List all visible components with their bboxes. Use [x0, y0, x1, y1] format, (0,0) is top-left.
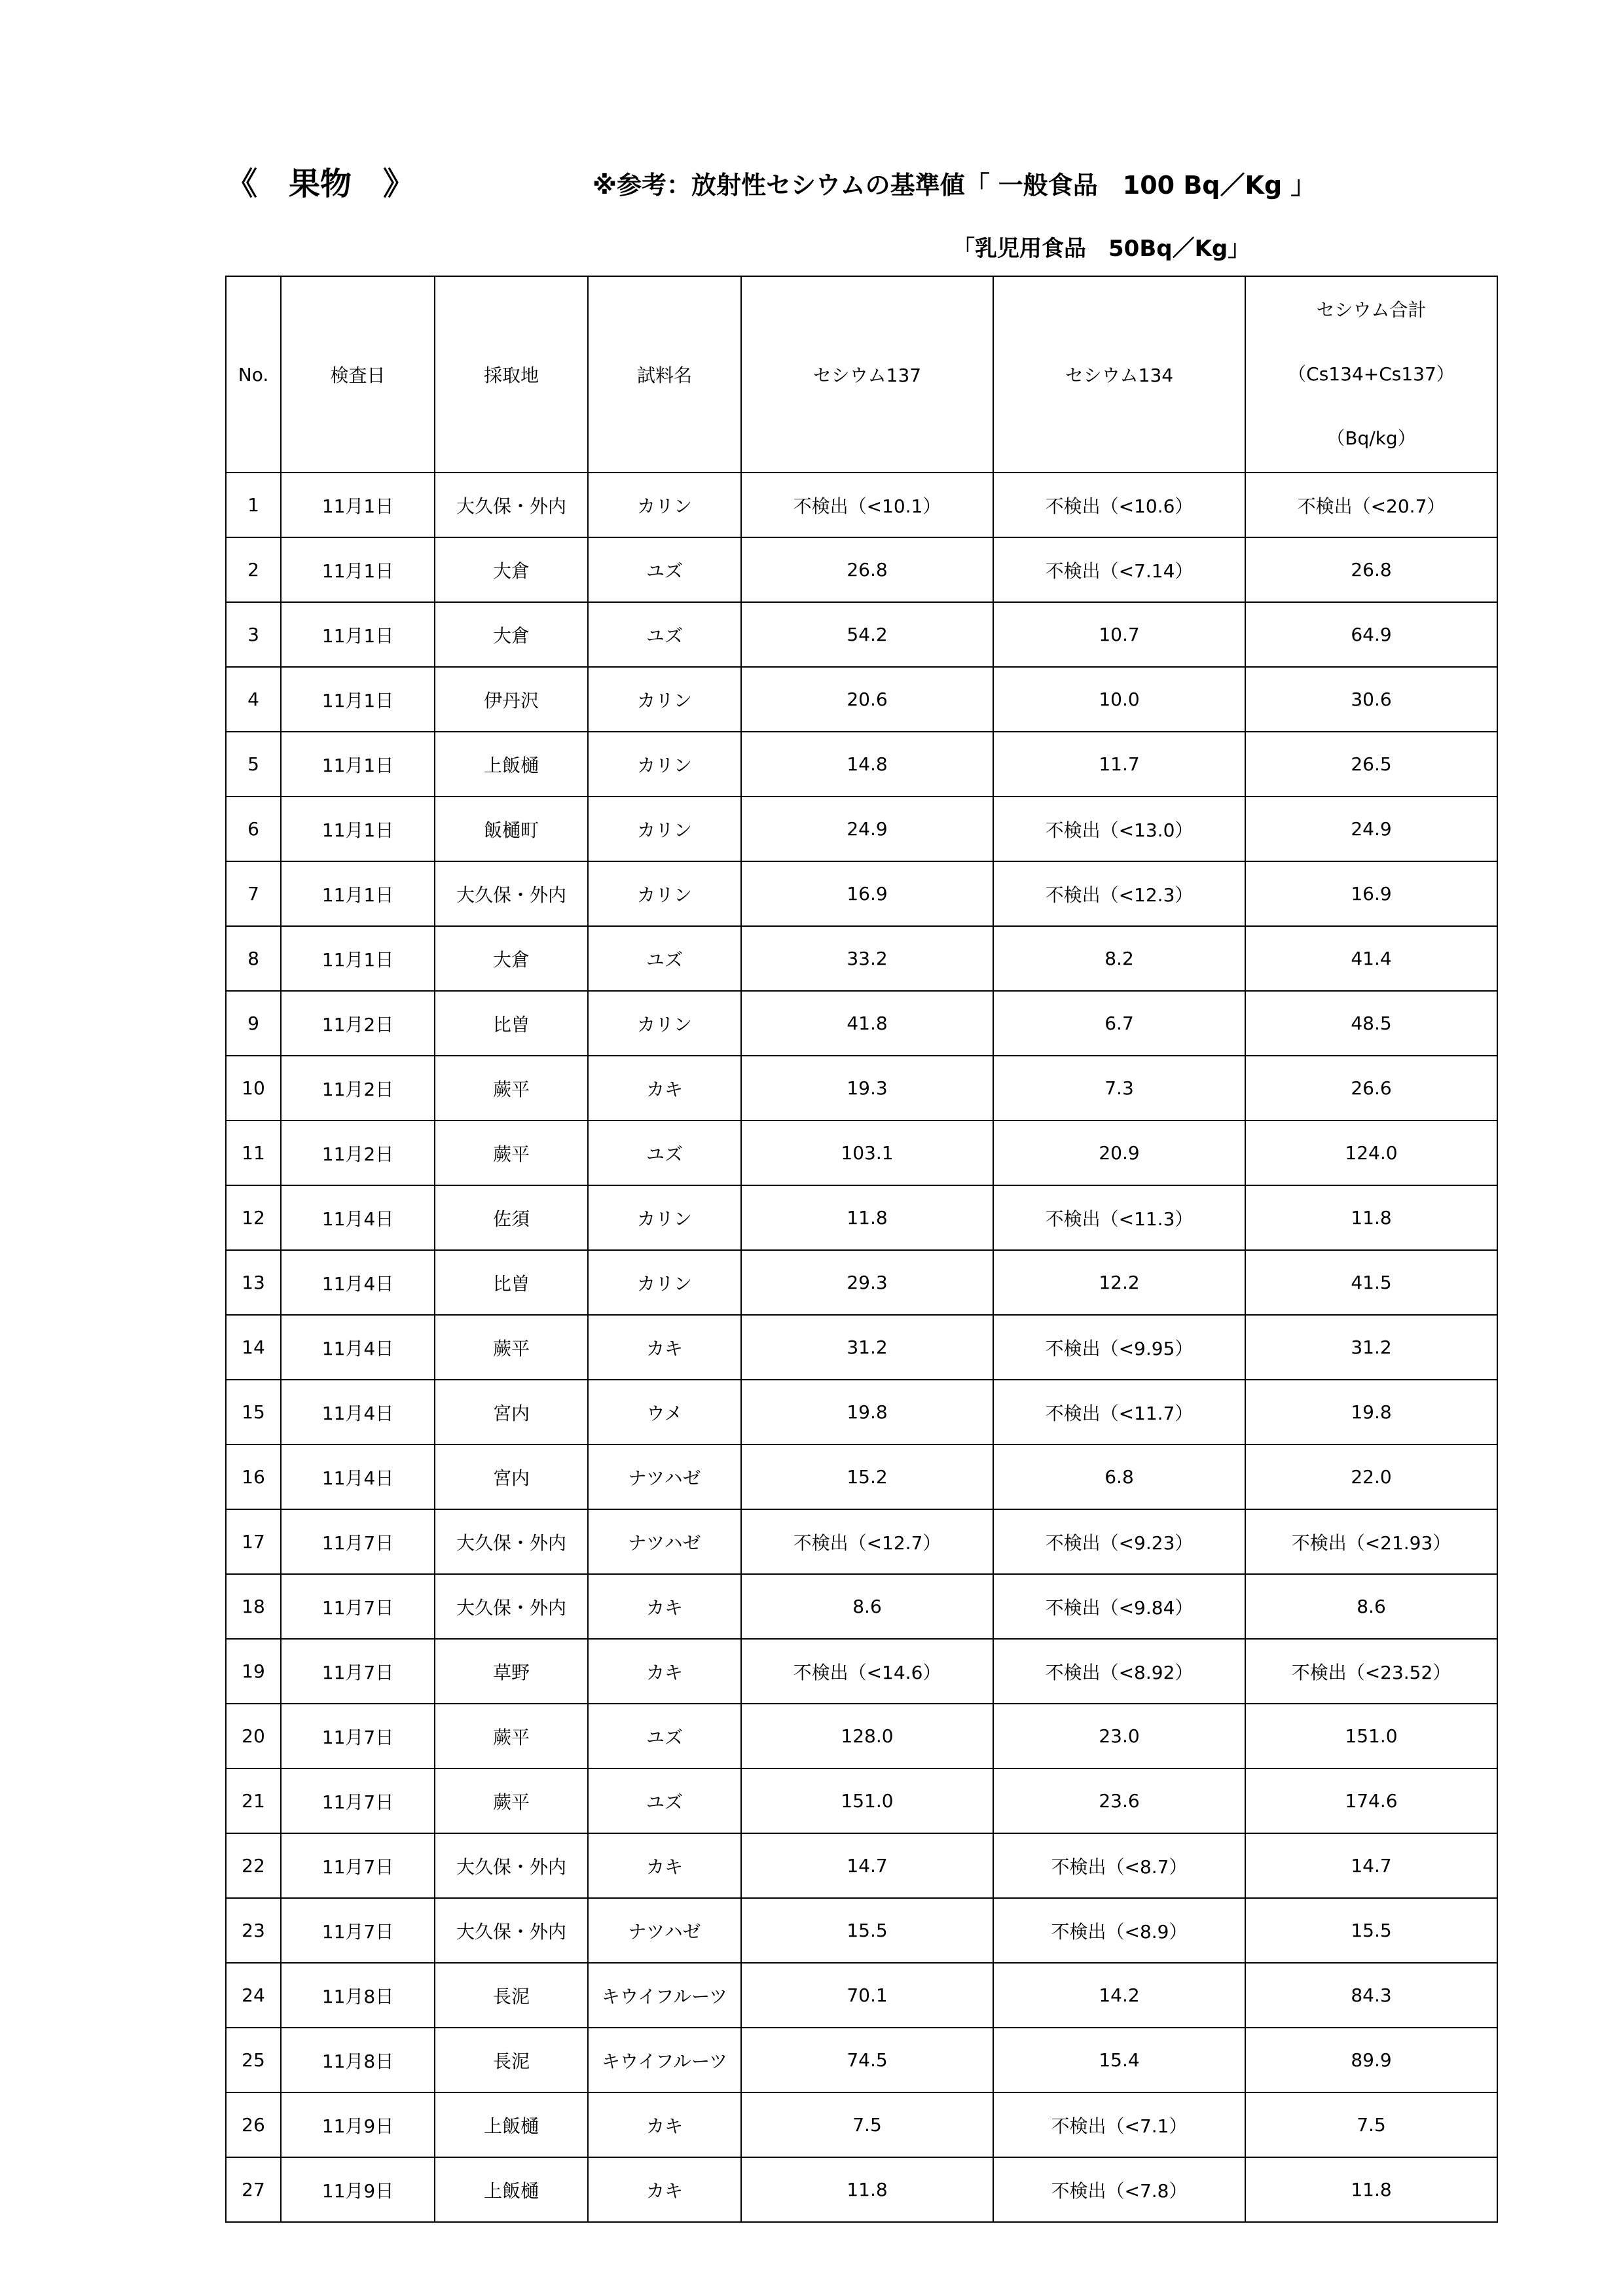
cell-cs137: 15.2 [741, 1444, 993, 1509]
cell-date: 11月9日 [281, 2157, 435, 2222]
cell-date: 11月7日 [281, 1509, 435, 1574]
table-row [226, 2028, 1497, 2092]
cell-no: 9 [226, 991, 281, 1056]
cell-cs134: 15.4 [993, 2028, 1245, 2092]
cell-cs137: 26.8 [741, 537, 993, 602]
cell-date: 11月7日 [281, 1574, 435, 1639]
cell-cs137: 不検出（<12.7） [741, 1509, 993, 1574]
cell-total: 16.9 [1245, 861, 1497, 926]
cell-no: 19 [226, 1639, 281, 1704]
cell-no: 26 [226, 2092, 281, 2157]
cell-no: 27 [226, 2157, 281, 2222]
header-cs134: セシウム134 [993, 276, 1245, 473]
cell-no: 22 [226, 1833, 281, 1898]
cell-place: 蕨平 [435, 1704, 588, 1768]
cell-total: 14.7 [1245, 1833, 1497, 1898]
table-row [226, 1315, 1497, 1380]
cell-total: 26.8 [1245, 537, 1497, 602]
cell-cs137: 54.2 [741, 602, 993, 667]
cell-cs134: 10.7 [993, 602, 1245, 667]
cell-cs137: 151.0 [741, 1768, 993, 1833]
cell-cs134: 14.2 [993, 1963, 1245, 2028]
cell-total: 151.0 [1245, 1704, 1497, 1768]
cell-date: 11月7日 [281, 1898, 435, 1963]
cell-date: 11月4日 [281, 1315, 435, 1380]
cell-no: 10 [226, 1056, 281, 1121]
cell-cs134: 11.7 [993, 732, 1245, 797]
cell-place: 宮内 [435, 1444, 588, 1509]
cell-cs137: 24.9 [741, 797, 993, 861]
cell-cs137: 7.5 [741, 2092, 993, 2157]
cell-cs134: 不検出（<7.8） [993, 2157, 1245, 2222]
cell-no: 8 [226, 926, 281, 991]
cell-cs134: 20.9 [993, 1121, 1245, 1185]
cell-place: 草野 [435, 1639, 588, 1704]
cell-cs134: 不検出（<9.23） [993, 1509, 1245, 1574]
cell-total: 15.5 [1245, 1898, 1497, 1963]
cell-sample: カキ [588, 2157, 741, 2222]
cell-sample: カリン [588, 667, 741, 732]
header-sample: 試料名 [588, 276, 741, 473]
cell-total: 41.4 [1245, 926, 1497, 991]
header-total [1245, 276, 1497, 473]
cell-date: 11月7日 [281, 1639, 435, 1704]
cell-place: 蕨平 [435, 1056, 588, 1121]
table-row [226, 861, 1497, 926]
cell-place: 蕨平 [435, 1768, 588, 1833]
cell-date: 11月7日 [281, 1768, 435, 1833]
cell-cs137: 11.8 [741, 1185, 993, 1250]
cell-date: 11月1日 [281, 473, 435, 537]
cell-sample: ユズ [588, 1768, 741, 1833]
header-total-line2: （Cs134+Cs137） [1288, 363, 1455, 385]
cell-date: 11月2日 [281, 1056, 435, 1121]
table-row [226, 1056, 1497, 1121]
cell-place: 比曽 [435, 991, 588, 1056]
cell-total: 19.8 [1245, 1380, 1497, 1444]
table-row [226, 797, 1497, 861]
cell-total: 不検出（<20.7） [1245, 473, 1497, 537]
table-row [226, 1121, 1497, 1185]
cell-total: 174.6 [1245, 1768, 1497, 1833]
cell-sample: ユズ [588, 537, 741, 602]
cell-date: 11月1日 [281, 926, 435, 991]
header-cs137: セシウム137 [741, 276, 993, 473]
cell-place: 大倉 [435, 926, 588, 991]
table-row [226, 1639, 1497, 1704]
cell-no: 25 [226, 2028, 281, 2092]
cell-total: 24.9 [1245, 797, 1497, 861]
table-row [226, 2157, 1497, 2222]
cell-date: 11月1日 [281, 667, 435, 732]
cell-date: 11月1日 [281, 537, 435, 602]
cell-no: 3 [226, 602, 281, 667]
cell-sample: カキ [588, 1056, 741, 1121]
cell-date: 11月1日 [281, 797, 435, 861]
cell-sample: カキ [588, 1833, 741, 1898]
cell-total: 不検出（<23.52） [1245, 1639, 1497, 1704]
cell-sample: ユズ [588, 1704, 741, 1768]
cell-cs137: 103.1 [741, 1121, 993, 1185]
cell-no: 17 [226, 1509, 281, 1574]
page-title: 《 果物 》 [226, 166, 415, 202]
cell-total: 30.6 [1245, 667, 1497, 732]
cell-sample: ユズ [588, 1121, 741, 1185]
cell-total: 11.8 [1245, 1185, 1497, 1250]
cell-place: 蕨平 [435, 1121, 588, 1185]
cell-cs137: 19.3 [741, 1056, 993, 1121]
cell-total: 26.5 [1245, 732, 1497, 797]
cell-sample: ナツハゼ [588, 1898, 741, 1963]
cell-place: 大久保・外内 [435, 1574, 588, 1639]
cell-cs134: 不検出（<10.6） [993, 473, 1245, 537]
cell-sample: カリン [588, 797, 741, 861]
cell-total: 22.0 [1245, 1444, 1497, 1509]
cell-place: 伊丹沢 [435, 667, 588, 732]
table-row [226, 1898, 1497, 1963]
table-row [226, 732, 1497, 797]
cell-no: 1 [226, 473, 281, 537]
cell-sample: カキ [588, 2092, 741, 2157]
table-row [226, 991, 1497, 1056]
cell-cs134: 不検出（<8.9） [993, 1898, 1245, 1963]
cell-no: 16 [226, 1444, 281, 1509]
cell-place: 蕨平 [435, 1315, 588, 1380]
cell-cs134: 不検出（<7.1） [993, 2092, 1245, 2157]
cell-cs137: 14.7 [741, 1833, 993, 1898]
cell-date: 11月4日 [281, 1380, 435, 1444]
cell-total: 41.5 [1245, 1250, 1497, 1315]
cell-date: 11月7日 [281, 1704, 435, 1768]
cell-sample: カキ [588, 1315, 741, 1380]
cell-cs134: 不検出（<11.3） [993, 1185, 1245, 1250]
cell-date: 11月4日 [281, 1444, 435, 1509]
header-total-line3: （Bq/kg） [1326, 427, 1416, 449]
cell-place: 大久保・外内 [435, 473, 588, 537]
cell-place: 長泥 [435, 2028, 588, 2092]
cell-no: 23 [226, 1898, 281, 1963]
cell-cs137: 不検出（<10.1） [741, 473, 993, 537]
table-row [226, 1444, 1497, 1509]
cell-no: 14 [226, 1315, 281, 1380]
cell-cs134: 不検出（<7.14） [993, 537, 1245, 602]
cell-no: 15 [226, 1380, 281, 1444]
table-row [226, 1380, 1497, 1444]
cell-date: 11月8日 [281, 2028, 435, 2092]
cell-place: 大久保・外内 [435, 1898, 588, 1963]
table-header-row [226, 276, 1497, 473]
table-row [226, 1509, 1497, 1574]
cell-total: 11.8 [1245, 2157, 1497, 2222]
cell-total: 64.9 [1245, 602, 1497, 667]
cell-sample: ナツハゼ [588, 1444, 741, 1509]
cell-no: 2 [226, 537, 281, 602]
cell-total: 8.6 [1245, 1574, 1497, 1639]
cell-place: 長泥 [435, 1963, 588, 2028]
table-row [226, 667, 1497, 732]
cell-sample: キウイフルーツ [588, 2028, 741, 2092]
cell-no: 18 [226, 1574, 281, 1639]
cell-no: 4 [226, 667, 281, 732]
cell-cs137: 31.2 [741, 1315, 993, 1380]
cell-place: 大倉 [435, 602, 588, 667]
cell-place: 大久保・外内 [435, 861, 588, 926]
table-row [226, 2092, 1497, 2157]
cell-cs134: 不検出（<9.95） [993, 1315, 1245, 1380]
table-body [226, 473, 1497, 2222]
cell-cs134: 6.7 [993, 991, 1245, 1056]
cell-place: 大久保・外内 [435, 1509, 588, 1574]
cell-total: 124.0 [1245, 1121, 1497, 1185]
cell-place: 大久保・外内 [435, 1833, 588, 1898]
cell-no: 24 [226, 1963, 281, 2028]
cell-sample: カキ [588, 1574, 741, 1639]
cesium-results-table [225, 276, 1498, 2223]
cell-cs134: 不検出（<12.3） [993, 861, 1245, 926]
cell-no: 12 [226, 1185, 281, 1250]
cell-total: 不検出（<21.93） [1245, 1509, 1497, 1574]
cell-cs134: 7.3 [993, 1056, 1245, 1121]
cell-cs134: 不検出（<9.84） [993, 1574, 1245, 1639]
cell-sample: ウメ [588, 1380, 741, 1444]
cell-no: 7 [226, 861, 281, 926]
cell-sample: ナツハゼ [588, 1509, 741, 1574]
table-row [226, 926, 1497, 991]
cell-sample: カキ [588, 1639, 741, 1704]
cell-cs134: 6.8 [993, 1444, 1245, 1509]
cell-total: 89.9 [1245, 2028, 1497, 2092]
cell-sample: カリン [588, 991, 741, 1056]
cell-total: 31.2 [1245, 1315, 1497, 1380]
cell-cs134: 12.2 [993, 1250, 1245, 1315]
cell-no: 5 [226, 732, 281, 797]
table-row [226, 602, 1497, 667]
cell-cs137: 8.6 [741, 1574, 993, 1639]
table-row [226, 537, 1497, 602]
cell-cs137: 70.1 [741, 1963, 993, 2028]
cell-date: 11月4日 [281, 1250, 435, 1315]
cell-date: 11月2日 [281, 991, 435, 1056]
cell-date: 11月2日 [281, 1121, 435, 1185]
cell-cs137: 11.8 [741, 2157, 993, 2222]
cell-no: 6 [226, 797, 281, 861]
cell-sample: カリン [588, 1250, 741, 1315]
cell-cs134: 23.6 [993, 1768, 1245, 1833]
reference-general-food: ※参考：放射性セシウムの基準値「 一般食品 100 Bq／Kg 」 [593, 171, 1316, 200]
cell-cs137: 19.8 [741, 1380, 993, 1444]
cell-place: 比曽 [435, 1250, 588, 1315]
cell-total: 7.5 [1245, 2092, 1497, 2157]
cell-place: 宮内 [435, 1380, 588, 1444]
cell-cs134: 不検出（<8.7） [993, 1833, 1245, 1898]
cell-total: 26.6 [1245, 1056, 1497, 1121]
cell-cs134: 23.0 [993, 1704, 1245, 1768]
cell-date: 11月7日 [281, 1833, 435, 1898]
cell-place: 飯樋町 [435, 797, 588, 861]
cell-cs137: 不検出（<14.6） [741, 1639, 993, 1704]
table-row [226, 473, 1497, 537]
cell-cs134: 不検出（<13.0） [993, 797, 1245, 861]
cell-cs134: 不検出（<8.92） [993, 1639, 1245, 1704]
cell-no: 13 [226, 1250, 281, 1315]
cell-cs137: 15.5 [741, 1898, 993, 1963]
cell-cs137: 14.8 [741, 732, 993, 797]
cell-total: 84.3 [1245, 1963, 1497, 2028]
header-date: 検査日 [281, 276, 435, 473]
cell-date: 11月8日 [281, 1963, 435, 2028]
cell-cs137: 20.6 [741, 667, 993, 732]
cell-sample: カリン [588, 732, 741, 797]
header-place: 採取地 [435, 276, 588, 473]
table-row [226, 1833, 1497, 1898]
header-no: No. [226, 276, 281, 473]
cell-cs137: 128.0 [741, 1704, 993, 1768]
cell-date: 11月1日 [281, 732, 435, 797]
table-row [226, 1963, 1497, 2028]
cell-cs137: 41.8 [741, 991, 993, 1056]
cell-place: 上飯樋 [435, 732, 588, 797]
cell-cs137: 33.2 [741, 926, 993, 991]
cell-no: 11 [226, 1121, 281, 1185]
cell-sample: ユズ [588, 602, 741, 667]
cell-no: 21 [226, 1768, 281, 1833]
cell-total: 48.5 [1245, 991, 1497, 1056]
cell-cs134: 8.2 [993, 926, 1245, 991]
cell-date: 11月1日 [281, 861, 435, 926]
cell-cs137: 74.5 [741, 2028, 993, 2092]
cell-no: 20 [226, 1704, 281, 1768]
cell-cs134: 不検出（<11.7） [993, 1380, 1245, 1444]
cell-place: 大倉 [435, 537, 588, 602]
cell-date: 11月4日 [281, 1185, 435, 1250]
cell-place: 上飯樋 [435, 2157, 588, 2222]
cell-cs137: 29.3 [741, 1250, 993, 1315]
cell-cs134: 10.0 [993, 667, 1245, 732]
table-row [226, 1704, 1497, 1768]
cell-place: 佐須 [435, 1185, 588, 1250]
header-total-line1: セシウム合計 [1316, 299, 1427, 321]
table-row [226, 1768, 1497, 1833]
cell-date: 11月1日 [281, 602, 435, 667]
cell-place: 上飯樋 [435, 2092, 588, 2157]
table-row [226, 1185, 1497, 1250]
cell-sample: カリン [588, 1185, 741, 1250]
cell-date: 11月9日 [281, 2092, 435, 2157]
cell-sample: キウイフルーツ [588, 1963, 741, 2028]
table-row [226, 1574, 1497, 1639]
table-row [226, 1250, 1497, 1315]
cell-cs137: 16.9 [741, 861, 993, 926]
cell-sample: カリン [588, 861, 741, 926]
cell-sample: カリン [588, 473, 741, 537]
reference-infant-food: 「乳児用食品 50Bq／Kg」 [953, 236, 1250, 262]
cell-sample: ユズ [588, 926, 741, 991]
